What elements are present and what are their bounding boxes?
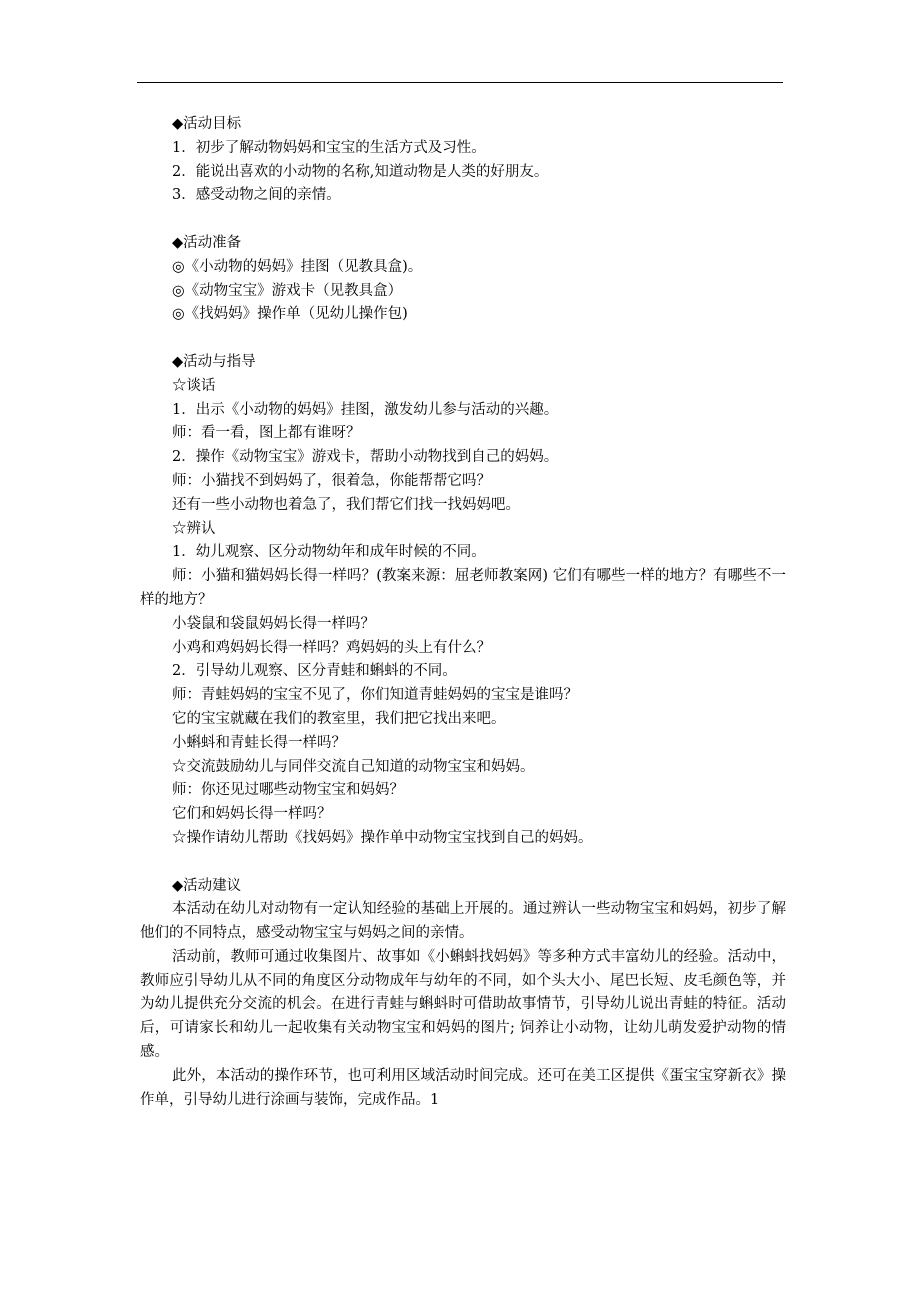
advice-paragraph: 本活动在幼儿对动物有一定认知经验的基础上开展的。通过辨认一些动物宝宝和妈妈，初步了解他们的不同特点，感受动物宝宝与妈妈之间的亲情。 [140,901,786,942]
section-heading-guide: ◆活动与指导 [172,353,256,370]
header-rule [137,82,783,83]
advice-paragraph: 活动前，教师可通过收集图片、故事如《小蝌蚪找妈妈》等多种方式丰富幼儿的经验。活动中，教师应引导幼儿从不同的角度区分动物成年与幼年的不同，如个头大小、尾巴长短、皮毛颜色等，并为幼儿提供充分交流的机会。在进行青蛙与蝌蚪时可借助故事情节，引导幼儿说出青蛙的特征。活动后，可请家长和幼儿一起收集有关动物宝宝和妈妈的图片; 饲养让小动物，让幼儿萌发爱护动物的情感。 [140,948,786,1061]
identify-line: 2．引导幼儿观察、区分青蛙和蝌蚪的不同。 [172,663,457,680]
subheading-identify: ☆辨认 [172,520,216,537]
section-heading-goals: ◆活动目标 [172,116,242,132]
talk-line: 师：小猫找不到妈妈了，很着急，你能帮帮它吗？ [172,472,491,489]
identify-line: 师：青蛙妈妈的宝宝不见了，你们知道青蛙妈妈的宝宝是谁吗？ [172,687,578,704]
exchange-line: 它们和妈妈长得一样吗？ [172,806,332,823]
goal-item: 3．感受动物之间的亲情。 [172,187,341,204]
subheading-talk: ☆谈话 [172,377,216,394]
identify-paragraph: 师：小猫和猫妈妈长得一样吗？(教案来源：屈老师教案网) 它们有哪些一样的地方？有哪些不一样的地方？ [140,568,786,608]
identify-line: 1．幼儿观察、区分动物幼年和成年时候的不同。 [172,544,486,561]
section-heading-advice: ◆活动建议 [172,877,242,894]
identify-line: 小鸡和鸡妈妈长得一样吗？鸡妈妈的头上有什么？ [172,639,491,656]
talk-line: 1．出示《小动物的妈妈》挂图，激发幼儿参与活动的兴趣。 [172,401,559,418]
talk-line: 还有一些小动物也着急了，我们帮它们找一找妈妈吧。 [172,496,520,513]
subheading-operate: ☆操作请幼儿帮助《找妈妈》操作单中动物宝宝找到自己的妈妈。 [172,829,593,846]
prep-item: ◎《找妈妈》操作单（见幼儿操作包) [172,306,408,323]
prep-item: ◎《小动物的妈妈》挂图（见教具盒)。 [172,258,423,275]
section-heading-prep: ◆活动准备 [172,234,242,251]
spacer [140,208,790,232]
prep-item: ◎《动物宝宝》游戏卡（见教具盒） [172,282,403,299]
goal-item: 1．初步了解动物妈妈和宝宝的生活方式及习性。 [172,139,486,156]
spacer [140,327,790,351]
identify-line: 小袋鼠和袋鼠妈妈长得一样吗？ [172,615,375,632]
exchange-line: 师：你还见过哪些动物宝宝和妈妈？ [172,782,404,799]
identify-line: 它的宝宝就藏在我们的教室里，我们把它找出来吧。 [172,710,506,727]
talk-line: 师：看一看，图上都有谁呀？ [172,425,361,442]
advice-paragraph: 此外，本活动的操作环节，也可利用区域活动时间完成。还可在美工区提供《蛋宝宝穿新衣》操作单，引导幼儿进行涂画与装饰，完成作品。1 [140,1067,786,1108]
subheading-exchange: ☆交流鼓励幼儿与同伴交流自己知道的动物宝宝和妈妈。 [172,758,535,775]
identify-line: 小蝌蚪和青蛙长得一样吗？ [172,734,346,751]
spacer [140,851,790,875]
goal-item: 2．能说出喜欢的小动物的名称,知道动物是人类的好朋友。 [172,163,549,180]
document-body [140,113,790,1112]
talk-line: 2．操作《动物宝宝》游戏卡，帮助小动物找到自己的妈妈。 [172,449,559,466]
